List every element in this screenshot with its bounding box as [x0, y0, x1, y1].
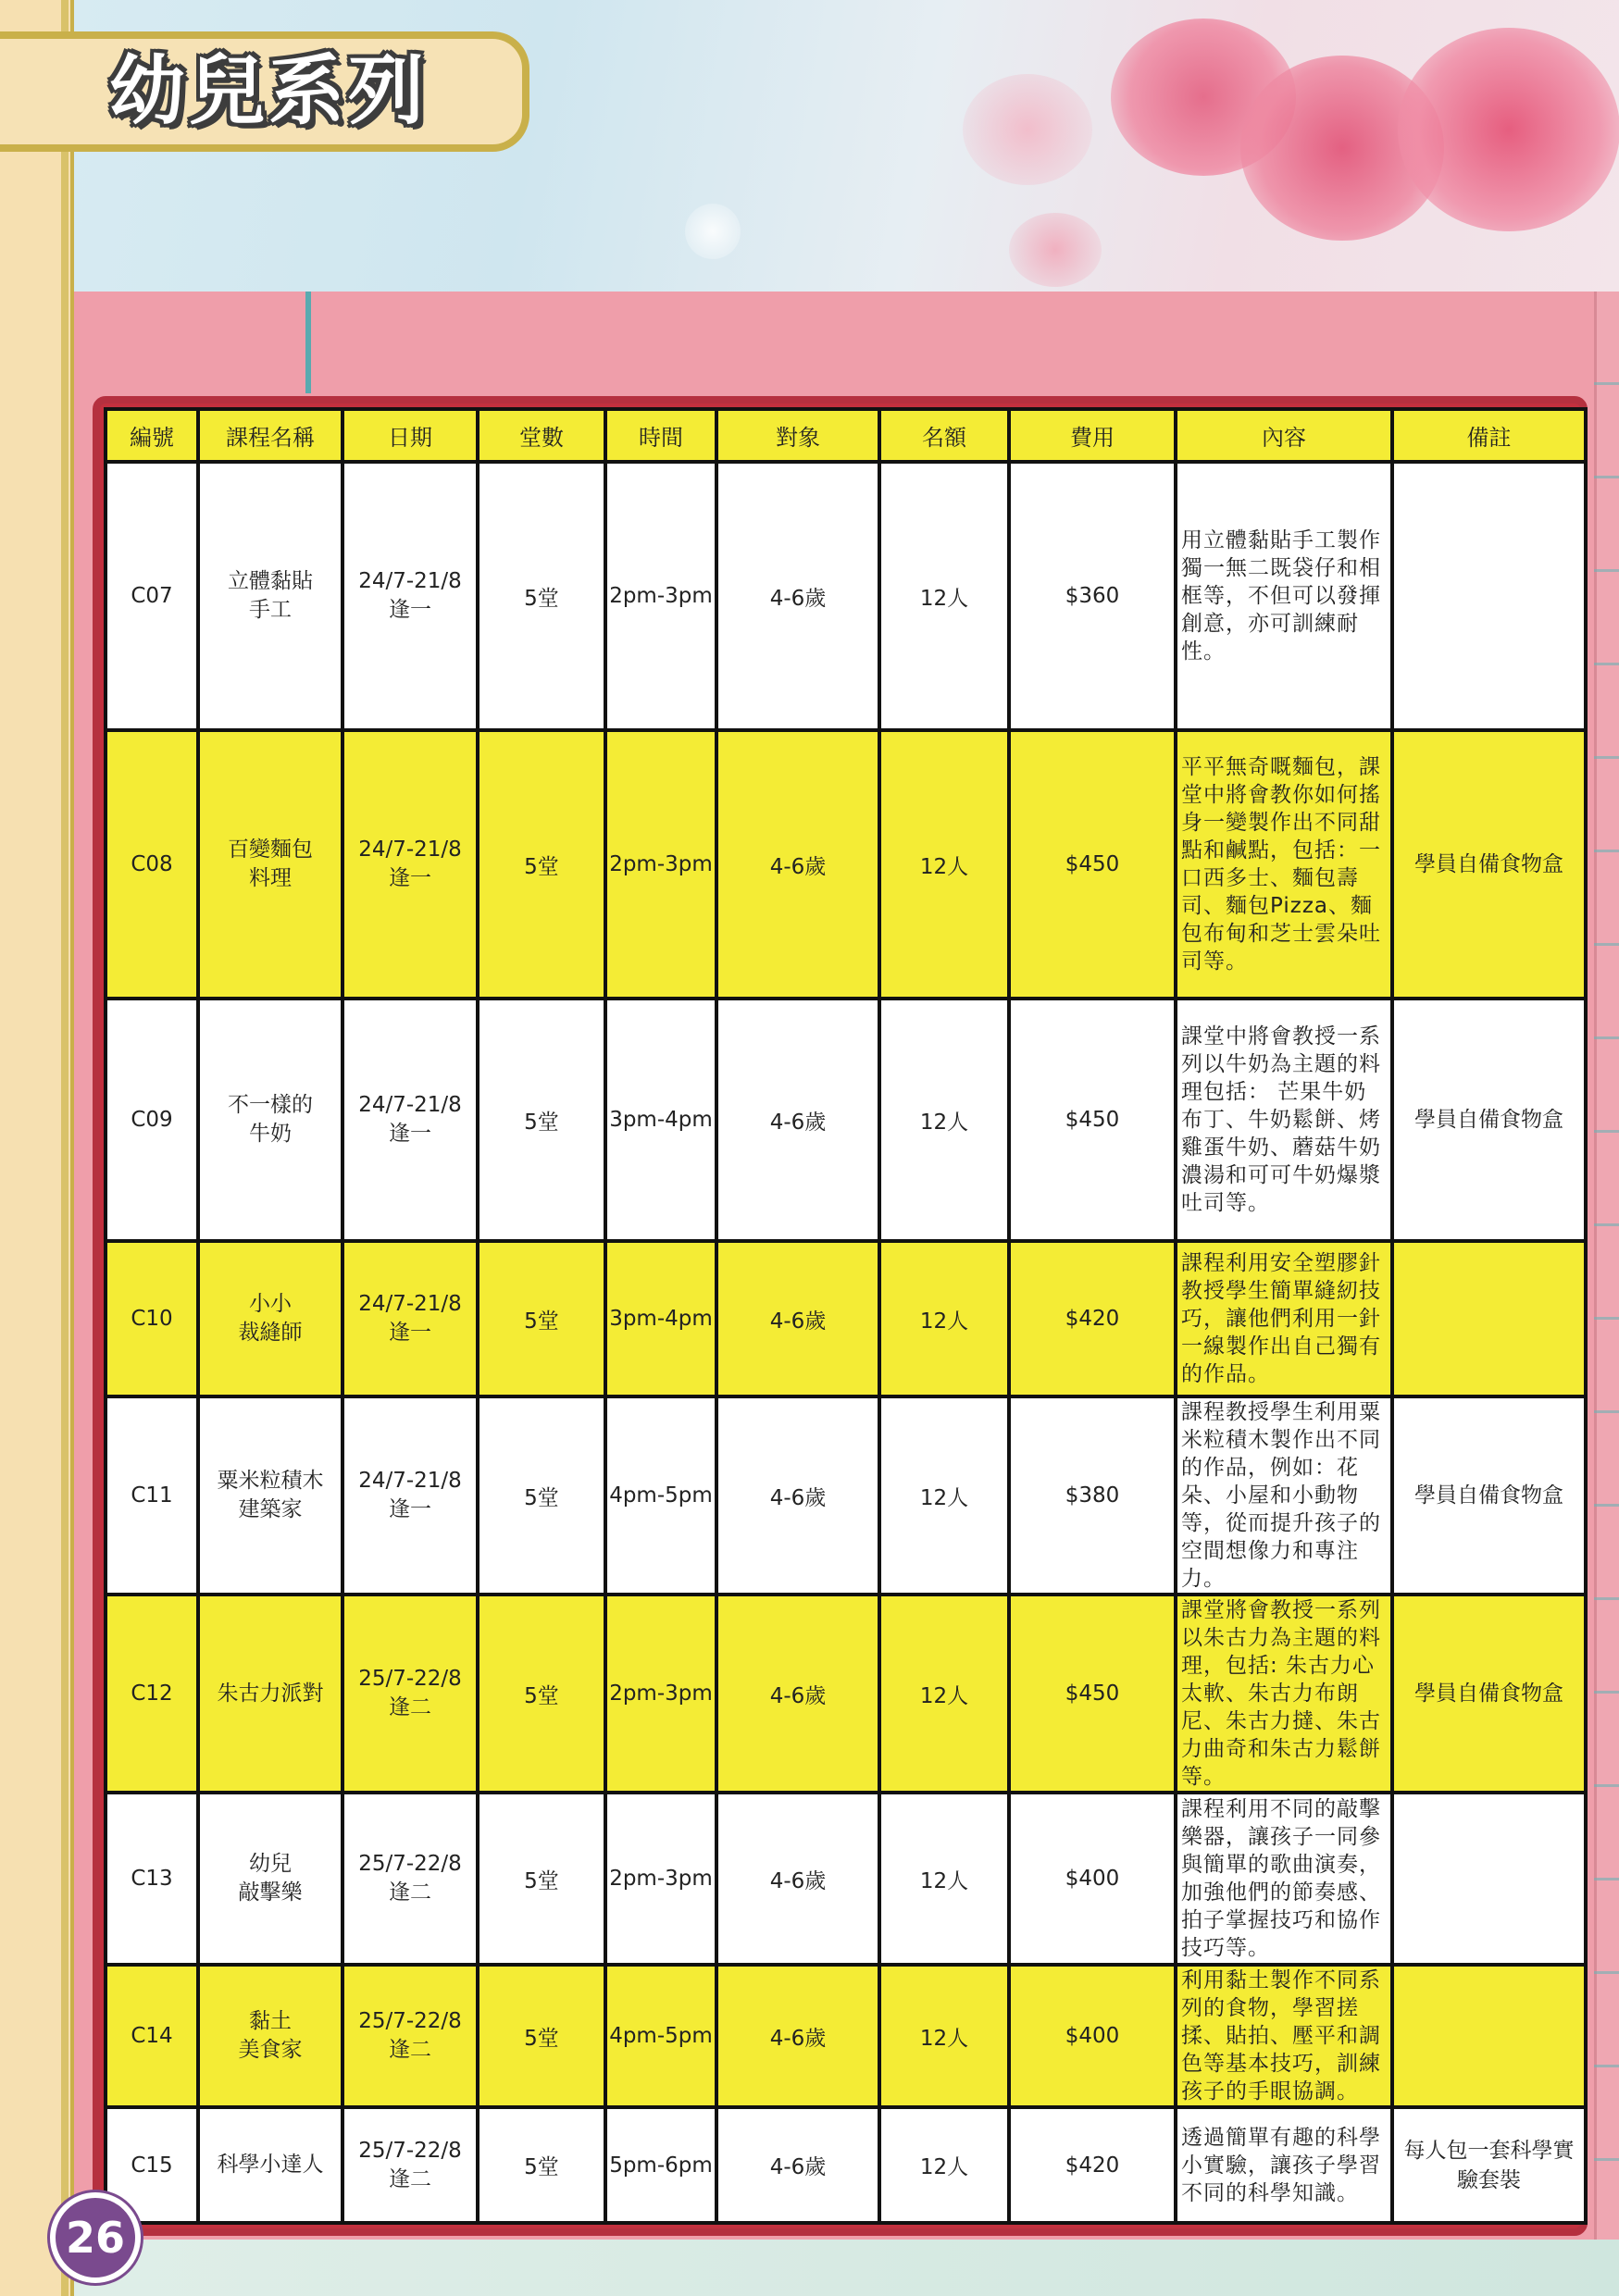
name-line: 立體黏貼 [228, 569, 313, 593]
course-table [104, 407, 1588, 2225]
left-margin-line [61, 0, 68, 2296]
course-table-frame [93, 396, 1588, 2236]
cell-name [198, 462, 342, 730]
cell-note [1392, 462, 1586, 730]
table-row [106, 999, 1586, 1241]
cell-name [198, 2107, 342, 2223]
cell-note [1392, 1965, 1586, 2107]
cell-date [342, 1965, 478, 2107]
panel-divider [305, 292, 311, 393]
name-line: 不一樣的 [228, 1093, 313, 1117]
table-row [106, 1595, 1586, 1793]
cell-quota: 12人 [879, 2107, 1009, 2223]
cell-target: 4-6歲 [716, 730, 879, 999]
header-code: 編號 [106, 409, 198, 462]
name-line: 牛奶 [249, 1122, 292, 1146]
date-line: 逢一 [389, 1497, 431, 1521]
cell-target: 4-6歲 [716, 1793, 879, 1965]
cell-fee: $420 [1009, 2107, 1176, 2223]
cell-target: 4-6歲 [716, 1595, 879, 1793]
cell-note: 學員自備食物盒 [1392, 1595, 1586, 1793]
cell-note: 學員自備食物盒 [1392, 999, 1586, 1241]
cell-time: 3pm-4pm [605, 999, 716, 1241]
date-line: 25/7-22/8 [358, 2138, 462, 2163]
header-fee: 費用 [1009, 409, 1176, 462]
page-number-badge: 26 [50, 2192, 141, 2283]
date-line: 逢二 [389, 1695, 431, 1719]
cell-quota: 12人 [879, 730, 1009, 999]
table-row [106, 2107, 1586, 2223]
cell-code: C13 [106, 1793, 198, 1965]
cell-sessions: 5堂 [478, 1396, 605, 1595]
date-line: 逢二 [389, 1880, 431, 1905]
cell-name [198, 1595, 342, 1793]
cell-target: 4-6歲 [716, 999, 879, 1241]
cell-sessions: 5堂 [478, 462, 605, 730]
page-title: 幼兒系列 [109, 47, 429, 135]
name-line: 百變麵包 [228, 838, 313, 862]
date-line: 24/7-21/8 [358, 838, 462, 862]
cell-content: 課程教授學生利用粟米粒積木製作出不同的作品，例如：花朵、小屋和小動物等，從而提升孩子的空間想像力和專注力。 [1176, 1396, 1392, 1595]
name-line: 科學小達人 [217, 2153, 324, 2177]
cell-quota: 12人 [879, 1965, 1009, 2107]
cell-name [198, 1965, 342, 2107]
cell-target: 4-6歲 [716, 1965, 879, 2107]
cell-code: C07 [106, 462, 198, 730]
cell-name [198, 730, 342, 999]
date-line: 24/7-21/8 [358, 1469, 462, 1493]
cell-time: 2pm-3pm [605, 730, 716, 999]
name-line: 黏土 [249, 2009, 292, 2033]
cell-fee: $450 [1009, 999, 1176, 1241]
date-line: 25/7-22/8 [358, 1852, 462, 1876]
cell-code: C15 [106, 2107, 198, 2223]
cell-date [342, 462, 478, 730]
cell-target: 4-6歲 [716, 462, 879, 730]
cell-name [198, 999, 342, 1241]
cell-fee: $400 [1009, 1965, 1176, 2107]
bottom-strip [74, 2240, 1619, 2296]
cell-sessions: 5堂 [478, 1965, 605, 2107]
cell-quota: 12人 [879, 1396, 1009, 1595]
table-row [106, 1241, 1586, 1396]
cell-date [342, 1241, 478, 1396]
name-line: 粟米粒積木 [217, 1469, 324, 1493]
date-line: 逢一 [389, 866, 431, 890]
cell-content: 課程利用安全塑膠針教授學生簡單縫紉技巧，讓他們利用一針一線製作出自己獨有的作品。 [1176, 1241, 1392, 1396]
table-row [106, 462, 1586, 730]
cell-sessions: 5堂 [478, 1793, 605, 1965]
cell-fee: $420 [1009, 1241, 1176, 1396]
cell-quota: 12人 [879, 999, 1009, 1241]
cell-content: 課程利用不同的敲擊樂器，讓孩子一同參與簡單的歌曲演奏，加強他們的節奏感、拍子掌握技巧和協作技巧等。 [1176, 1793, 1392, 1965]
header-sessions: 堂數 [478, 409, 605, 462]
table-row [106, 1793, 1586, 1965]
header-content: 內容 [1176, 409, 1392, 462]
cell-sessions: 5堂 [478, 2107, 605, 2223]
cell-sessions: 5堂 [478, 999, 605, 1241]
cell-fee: $450 [1009, 730, 1176, 999]
date-line: 逢二 [389, 2038, 431, 2062]
cell-content: 利用黏土製作不同系列的食物，學習搓揉、貼拍、壓平和調色等基本技巧，訓練孩子的手眼協調。 [1176, 1965, 1392, 2107]
cell-note: 每人包一套科學實驗套裝 [1392, 2107, 1586, 2223]
name-line: 幼兒 [249, 1852, 292, 1876]
cell-sessions: 5堂 [478, 1595, 605, 1793]
cell-time: 3pm-4pm [605, 1241, 716, 1396]
panel-right-lines [1594, 292, 1619, 2272]
name-line: 美食家 [238, 2038, 303, 2062]
cell-quota: 12人 [879, 462, 1009, 730]
header-quota: 名額 [879, 409, 1009, 462]
cell-name [198, 1793, 342, 1965]
date-line: 25/7-22/8 [358, 2009, 462, 2033]
cell-code: C12 [106, 1595, 198, 1793]
cell-note: 學員自備食物盒 [1392, 730, 1586, 999]
cell-time: 2pm-3pm [605, 1793, 716, 1965]
cell-code: C11 [106, 1396, 198, 1595]
cell-fee: $450 [1009, 1595, 1176, 1793]
cell-sessions: 5堂 [478, 1241, 605, 1396]
cell-content: 課堂將會教授一系列以朱古力為主題的料理，包括: 朱古力心太軟、朱古力布朗尼、朱古力撻、朱古力曲奇和朱古力鬆餅等。 [1176, 1595, 1392, 1793]
cell-target: 4-6歲 [716, 1396, 879, 1595]
date-line: 24/7-21/8 [358, 1292, 462, 1316]
cell-date [342, 999, 478, 1241]
header-date: 日期 [342, 409, 478, 462]
cell-date [342, 730, 478, 999]
header-name: 課程名稱 [198, 409, 342, 462]
cell-code: C08 [106, 730, 198, 999]
name-line: 料理 [249, 866, 292, 890]
date-line: 25/7-22/8 [358, 1667, 462, 1691]
table-row [106, 730, 1586, 999]
cell-time: 4pm-5pm [605, 1396, 716, 1595]
cell-code: C09 [106, 999, 198, 1241]
cell-note [1392, 1241, 1586, 1396]
header-target: 對象 [716, 409, 879, 462]
cell-quota: 12人 [879, 1241, 1009, 1396]
cell-name [198, 1241, 342, 1396]
cell-content: 用立體黏貼手工製作獨一無二既袋仔和相框等，不但可以發揮創意，亦可訓練耐性。 [1176, 462, 1392, 730]
name-line: 敲擊樂 [238, 1880, 303, 1905]
cell-content: 透過簡單有趣的科學小實驗，讓孩子學習不同的科學知識。 [1176, 2107, 1392, 2223]
cell-time: 2pm-3pm [605, 462, 716, 730]
header-note: 備註 [1392, 409, 1586, 462]
date-line: 逢一 [389, 1321, 431, 1345]
header-time: 時間 [605, 409, 716, 462]
name-line: 建築家 [238, 1497, 303, 1521]
name-line: 手工 [249, 598, 292, 622]
name-line: 裁縫師 [238, 1321, 303, 1345]
table-row [106, 1396, 1586, 1595]
cell-code: C10 [106, 1241, 198, 1396]
cell-fee: $380 [1009, 1396, 1176, 1595]
cell-target: 4-6歲 [716, 2107, 879, 2223]
cell-date [342, 1793, 478, 1965]
cell-note [1392, 1793, 1586, 1965]
table-row [106, 1965, 1586, 2107]
cell-time: 2pm-3pm [605, 1595, 716, 1793]
cell-date [342, 2107, 478, 2223]
name-line: 小小 [249, 1292, 292, 1316]
date-line: 逢一 [389, 598, 431, 622]
date-line: 逢一 [389, 1122, 431, 1146]
table-header-row [106, 409, 1586, 462]
cell-note: 學員自備食物盒 [1392, 1396, 1586, 1595]
cell-fee: $360 [1009, 462, 1176, 730]
cell-time: 5pm-6pm [605, 2107, 716, 2223]
cell-sessions: 5堂 [478, 730, 605, 999]
cell-target: 4-6歲 [716, 1241, 879, 1396]
cell-time: 4pm-5pm [605, 1965, 716, 2107]
cell-quota: 12人 [879, 1595, 1009, 1793]
cell-content: 課堂中將會教授一系列以牛奶為主題的料理包括： 芒果牛奶布丁、牛奶鬆餅、烤雞蛋牛奶、蘑菇牛奶濃湯和可可牛奶爆漿吐司等。 [1176, 999, 1392, 1241]
cell-code: C14 [106, 1965, 198, 2107]
cell-fee: $400 [1009, 1793, 1176, 1965]
cell-date [342, 1595, 478, 1793]
cell-name [198, 1396, 342, 1595]
name-line: 朱古力派對 [217, 1681, 324, 1706]
date-line: 24/7-21/8 [358, 1093, 462, 1117]
cell-date [342, 1396, 478, 1595]
cell-quota: 12人 [879, 1793, 1009, 1965]
date-line: 逢二 [389, 2166, 431, 2191]
date-line: 24/7-21/8 [358, 569, 462, 593]
cell-content: 平平無奇嘅麵包，課堂中將會教你如何搖身一變製作出不同甜點和鹹點，包括：一口西多士、麵包壽司、麵包Pizza、麵包布甸和芝士雲朵吐司等。 [1176, 730, 1392, 999]
